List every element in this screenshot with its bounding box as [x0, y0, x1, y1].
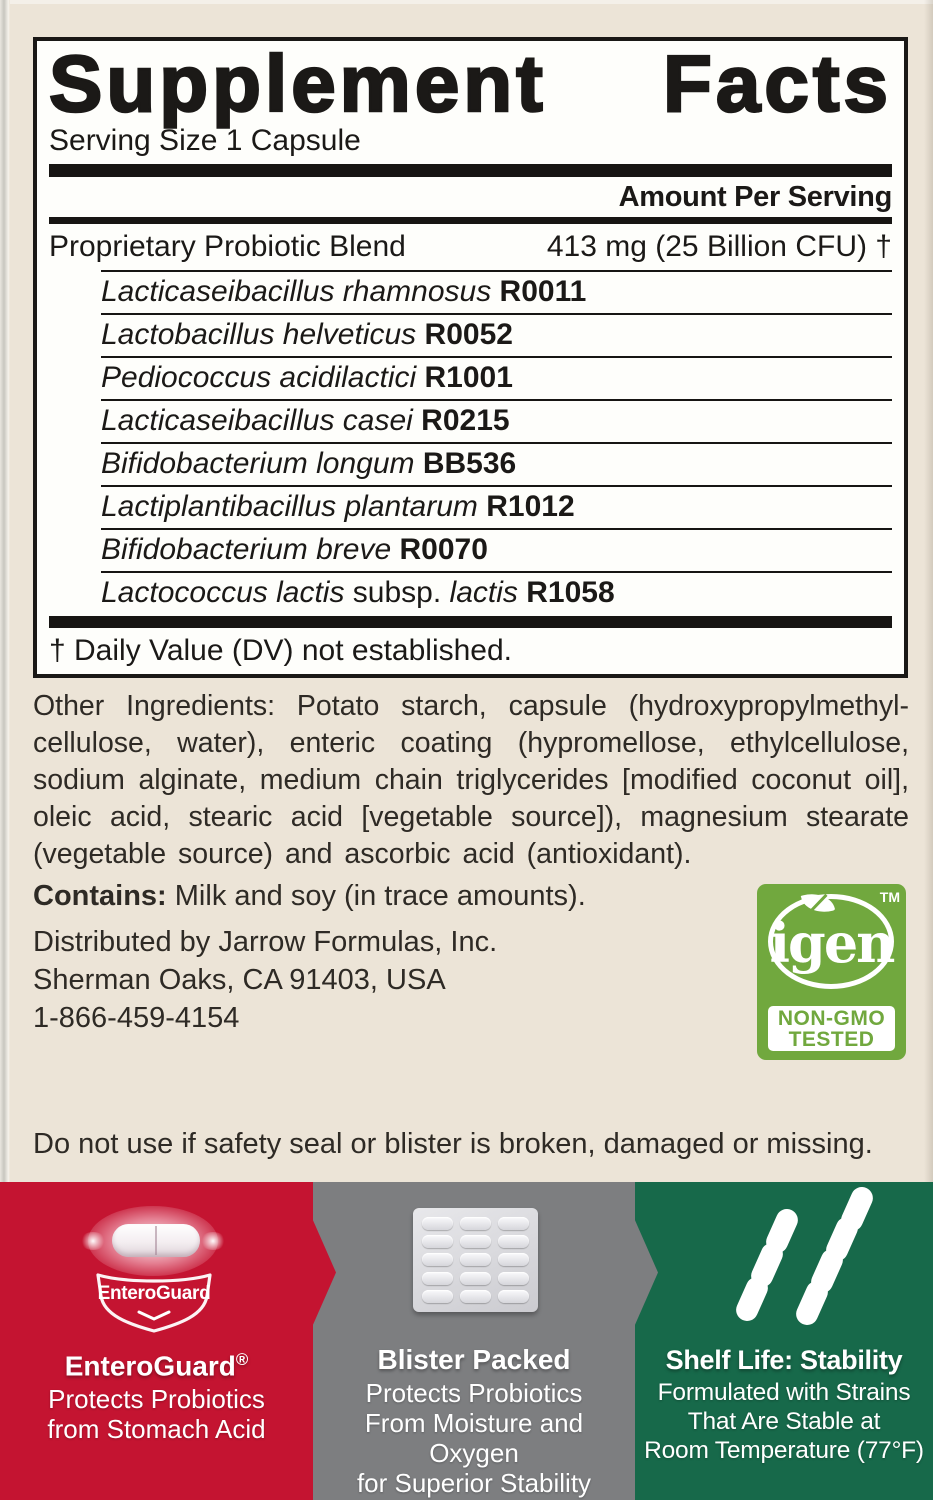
strain-row — [101, 528, 892, 571]
strain-code: R0052 — [424, 318, 513, 351]
strain-code: R1001 — [424, 361, 513, 394]
strain-name: Bifidobacterium breve — [101, 533, 392, 566]
blister-line-1: Protects Probiotics — [365, 1378, 583, 1408]
strain-row — [101, 270, 892, 313]
strain-code: R0070 — [399, 533, 488, 566]
tested-line: TESTED — [788, 1028, 875, 1051]
contains-label: Contains: — [33, 880, 167, 912]
blister-line-3: for Superior Stability — [356, 1468, 592, 1498]
strain-name: Bifidobacterium longum — [101, 447, 415, 480]
panel-shelf-life — [635, 1182, 933, 1500]
contains-text: Milk and soy (in trace amounts). — [166, 880, 586, 912]
blister-title: Blister Packed — [377, 1344, 571, 1375]
registered-mark: ® — [235, 1350, 249, 1369]
strain-code: R0011 — [499, 275, 587, 308]
distributor-line-2: Sherman Oaks, CA 91403, USA — [33, 964, 446, 996]
non-gmo-line: NON-GMO — [777, 1007, 886, 1030]
facts-title — [49, 39, 892, 128]
blend-name: Proprietary Probiotic Blend — [49, 230, 406, 263]
enteroguard-line-2: from Stomach Acid — [47, 1414, 266, 1445]
amount-per-serving-header: Amount Per Serving — [618, 181, 892, 213]
facts-title-word-2: Facts — [663, 39, 892, 128]
strain-name: Pediococcus acidilactici — [101, 361, 417, 394]
blister-pack-icon — [413, 1208, 538, 1312]
strain-row — [101, 442, 892, 485]
trademark-symbol: TM — [879, 889, 900, 905]
medium-divider — [49, 217, 892, 224]
panel-enteroguard — [0, 1182, 313, 1500]
enteroguard-title: EnteroGuard® — [64, 1350, 249, 1382]
blister-text-block — [317, 1342, 631, 1498]
strain-name: Lactiplantibacillus plantarum — [101, 490, 478, 523]
strain-name: Lacticaseibacillus casei — [101, 404, 413, 437]
shield-badge-label: EnteroGuard — [97, 1283, 211, 1304]
shelf-life-title: Shelf Life: Stability — [665, 1345, 903, 1375]
distributor-line-1: Distributed by Jarrow Formulas, Inc. — [33, 926, 498, 958]
strain-row — [101, 485, 892, 528]
photo-left-edge — [0, 0, 10, 1183]
photo-right-edge — [924, 0, 933, 1183]
distributor-block — [33, 923, 497, 1037]
strain-row — [101, 313, 892, 356]
shelf-life-line-2: That Are Stable at — [687, 1408, 881, 1435]
strain-code: R0215 — [421, 404, 510, 437]
strain-row — [101, 399, 892, 442]
supplement-facts-panel — [33, 37, 908, 678]
blister-line-2: From Moisture and Oxygen — [364, 1408, 584, 1468]
strain-name-2: lactis — [449, 576, 518, 609]
panel-blister-packed — [313, 1182, 635, 1500]
serving-size: Serving Size 1 Capsule — [49, 124, 361, 157]
igen-non-gmo-logo — [757, 884, 906, 1060]
shelf-life-text-block — [639, 1342, 929, 1465]
enteroguard-text-block — [4, 1342, 309, 1444]
contains-statement — [33, 880, 586, 913]
strain-code: R1012 — [486, 490, 575, 523]
blend-amount: 413 mg (25 Billion CFU) † — [546, 230, 892, 263]
strain-code: BB536 — [422, 447, 517, 480]
strain-row — [101, 356, 892, 399]
feature-panels — [0, 1182, 933, 1500]
strain-name: Lactococcus lactis — [101, 576, 345, 609]
shelf-life-line-1: Formulated with Strains — [657, 1379, 911, 1406]
strain-subsp: subsp. — [352, 576, 442, 609]
capsule-icon — [112, 1224, 200, 1257]
facts-title-word-1: Supplement — [49, 39, 547, 128]
non-gmo-tested-badge — [768, 1006, 895, 1051]
strain-row — [101, 571, 892, 614]
strain-code: R1058 — [526, 576, 615, 609]
photo-top-edge — [0, 0, 933, 4]
igen-wordmark: igen — [769, 911, 894, 975]
dv-footnote: † Daily Value (DV) not established. — [49, 634, 513, 667]
strain-name: Lacticaseibacillus rhamnosus — [101, 275, 492, 308]
strain-name: Lactobacillus helveticus — [101, 318, 417, 351]
thick-divider — [49, 164, 892, 177]
thick-divider — [49, 616, 892, 628]
phone-number: 1-866-459-4154 — [33, 1002, 240, 1034]
safety-warning: Do not use if safety seal or blister is broken, damaged or missing. — [33, 1128, 873, 1160]
other-ingredients-text: Other Ingredients: Potato starch, capsule (hydroxypropylmethyl-cellulose, water), enteric coating (hypromellose, ethylcellulose, sodium alginate, medium chain triglycerides [modified coconut oil], oleic acid, stearic acid [vegetable source]), magnesium stearate (vegetable source) and ascorbic acid (antioxidant). — [33, 690, 909, 870]
blend-row — [49, 224, 892, 270]
enteroguard-line-1: Protects Probiotics — [48, 1384, 265, 1415]
shelf-life-line-3: Room Temperature (77°F) — [644, 1437, 924, 1464]
